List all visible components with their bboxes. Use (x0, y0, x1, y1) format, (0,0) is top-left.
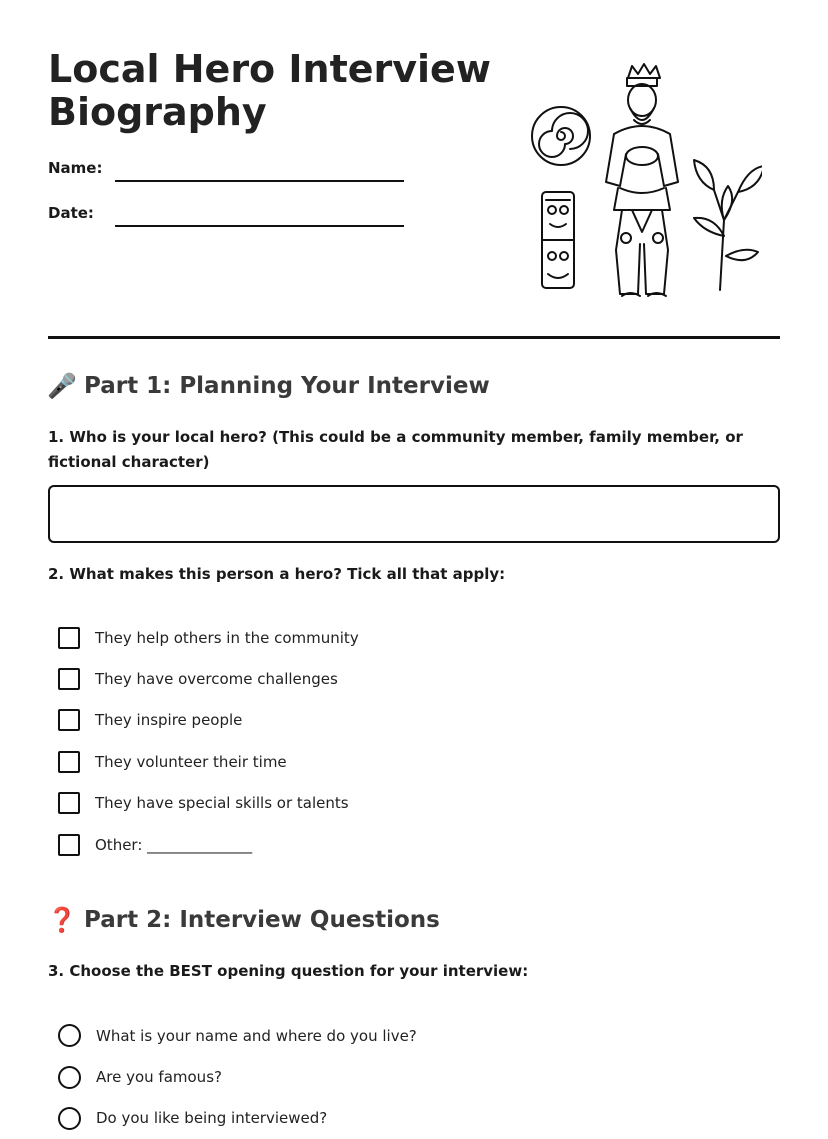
checklist-item-label: Other: ______________ (95, 835, 253, 854)
checkbox[interactable] (58, 668, 80, 690)
checklist-item-label: They inspire people (95, 711, 243, 730)
checklist-item-label: They have overcome challenges (95, 670, 338, 689)
question-mark-icon: ❓ (47, 906, 77, 934)
name-label: Name: (48, 159, 103, 177)
date-field[interactable] (115, 225, 404, 227)
hero-qualities-checklist (58, 617, 359, 865)
plant-icon (694, 160, 762, 290)
checkbox[interactable] (58, 751, 80, 773)
checklist-item[interactable] (58, 700, 359, 741)
checkbox[interactable] (58, 792, 80, 814)
checklist-item[interactable] (58, 741, 359, 782)
checkbox[interactable] (58, 627, 80, 649)
section-divider (48, 336, 780, 339)
checklist-item[interactable] (58, 783, 359, 824)
question-2: 2. What makes this person a hero? Tick all that apply: (48, 565, 506, 583)
question-3: 3. Choose the BEST opening question for your interview: (48, 962, 529, 980)
radio-option-label: Are you famous? (96, 1068, 222, 1087)
checklist-item-label: They help others in the community (95, 628, 359, 647)
radio-option[interactable] (58, 1015, 417, 1056)
hero-figure-icon (606, 64, 678, 296)
checkbox[interactable] (58, 709, 80, 731)
radio-button[interactable] (58, 1066, 81, 1089)
part2-heading-text: Part 2: Interview Questions (84, 907, 440, 933)
radio-option[interactable] (58, 1098, 417, 1139)
part1-heading-text: Part 1: Planning Your Interview (84, 373, 490, 399)
checklist-item[interactable] (58, 658, 359, 699)
part1-heading (48, 372, 490, 400)
question-1: 1. Who is your local hero? (This could be a community member, family member, or fictional character) (48, 428, 743, 471)
checkbox[interactable] (58, 834, 80, 856)
date-label: Date: (48, 204, 94, 222)
radio-option-label: What is your name and where do you live? (96, 1026, 417, 1045)
checklist-item-label: They have special skills or talents (95, 794, 349, 813)
name-field[interactable] (115, 180, 404, 182)
checklist-item[interactable] (58, 824, 359, 865)
radio-option-label: Do you like being interviewed? (96, 1109, 328, 1128)
microphone-icon: 🎤 (47, 372, 77, 400)
radio-button[interactable] (58, 1024, 81, 1047)
radio-option[interactable] (58, 1056, 417, 1097)
radio-button[interactable] (58, 1107, 81, 1130)
opening-question-options (58, 1015, 417, 1139)
page-title: Local Hero Interview Biography (48, 47, 491, 134)
checklist-item[interactable] (58, 617, 359, 658)
koru-spiral-icon (532, 107, 590, 165)
hero-answer-input[interactable] (48, 485, 780, 543)
checklist-item-label: They volunteer their time (95, 752, 287, 771)
carved-pou-icon (542, 192, 574, 288)
maori-hero-illustration (530, 60, 762, 306)
part2-heading (48, 906, 440, 934)
